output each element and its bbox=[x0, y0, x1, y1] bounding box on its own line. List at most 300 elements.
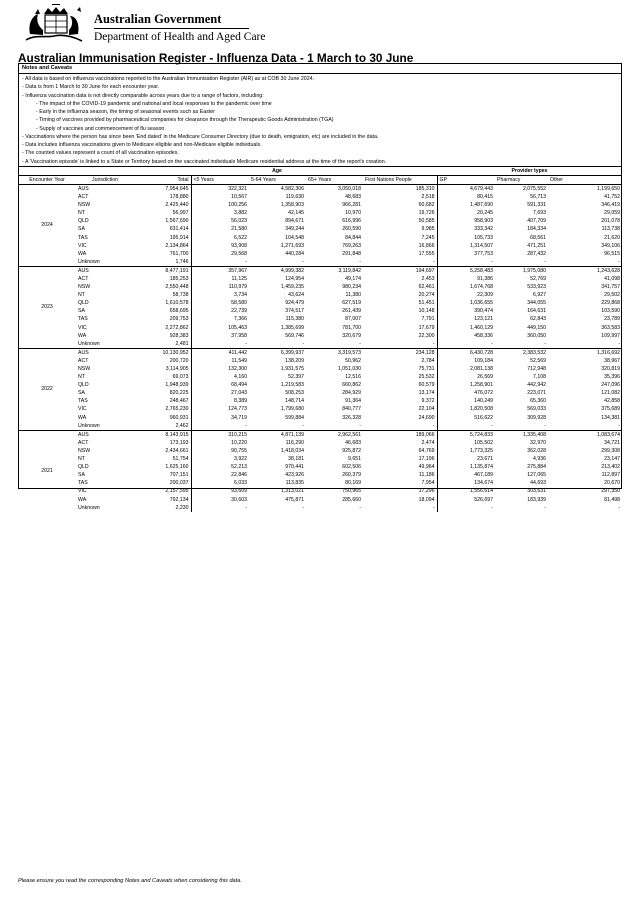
table-row bbox=[18, 504, 622, 512]
value-cell: - bbox=[191, 422, 249, 431]
value-cell: 124,954 bbox=[285, 275, 304, 282]
value-cell: 68,561 bbox=[530, 234, 547, 241]
value-cell: 925,872 bbox=[342, 447, 362, 454]
value-cell: 476,072 bbox=[437, 389, 495, 397]
value-cell: - bbox=[302, 504, 304, 511]
value-cell: 164,631 bbox=[527, 308, 547, 315]
value-cell: 442,942 bbox=[527, 382, 547, 389]
value-cell: 602,506 bbox=[342, 464, 362, 471]
value-cell: 377,753 bbox=[437, 250, 495, 258]
value-cell: 658,695 bbox=[169, 308, 189, 315]
table-row bbox=[18, 193, 622, 201]
value-cell: 820,225 bbox=[169, 390, 189, 397]
value-cell: 69,073 bbox=[172, 374, 189, 381]
value-cell: 261,439 bbox=[342, 308, 362, 315]
value-cell: 127,065 bbox=[527, 472, 547, 479]
value-cell: 173,193 bbox=[169, 439, 189, 446]
value-cell: 4,582,306 bbox=[280, 185, 304, 192]
value-cell: 58,738 bbox=[172, 292, 189, 299]
table-row bbox=[18, 365, 622, 373]
table-row bbox=[18, 307, 622, 315]
value-cell: 1,135,874 bbox=[437, 463, 495, 471]
value-cell: - bbox=[359, 258, 362, 265]
jurisdiction-cell: ACT bbox=[78, 357, 89, 364]
value-cell: - bbox=[359, 504, 362, 511]
value-cell: 81,498 bbox=[604, 496, 621, 503]
value-cell: 46,683 bbox=[345, 439, 362, 446]
value-cell: 12,516 bbox=[345, 374, 362, 381]
department-name: Department of Health and Aged Care bbox=[94, 31, 266, 43]
value-cell: 200,720 bbox=[169, 357, 189, 364]
value-cell: 112,897 bbox=[601, 472, 621, 479]
value-cell: 326,328 bbox=[342, 414, 362, 421]
value-cell: 928,383 bbox=[169, 332, 189, 339]
value-cell: 105,733 bbox=[437, 234, 495, 242]
value-cell: 29,502 bbox=[604, 292, 621, 299]
table-row bbox=[18, 266, 622, 275]
value-cell: - bbox=[191, 340, 249, 349]
note-line: - Vaccinations where the person has since been 'End dated' in the Medicare Consumer Directory (due to death, emigration, etc) are included in the data. bbox=[22, 133, 379, 140]
value-cell: 341,757 bbox=[601, 284, 621, 291]
table-row bbox=[18, 275, 622, 283]
footer-note: Please ensure you read the corresponding Notes and Caveats when considering this data. bbox=[18, 878, 242, 884]
column-header-jurisdiction: Jurisdiction bbox=[92, 176, 118, 183]
table-row bbox=[18, 315, 622, 323]
value-cell: 3,114,905 bbox=[165, 366, 189, 372]
value-cell: 2,434,661 bbox=[165, 447, 189, 454]
table-row bbox=[18, 463, 622, 471]
value-cell: 18,094 bbox=[418, 496, 435, 503]
column-header-first-nations: First Nations People bbox=[365, 176, 412, 183]
value-cell: 52,213 bbox=[191, 463, 249, 471]
government-header bbox=[18, 4, 318, 48]
value-cell: 84,844 bbox=[345, 234, 362, 241]
value-cell: 924,479 bbox=[285, 300, 304, 307]
column-header-age-65-plus: 65+ Years bbox=[308, 176, 332, 183]
value-cell: 27,043 bbox=[191, 389, 249, 397]
value-cell: 2,518 bbox=[421, 194, 435, 201]
jurisdiction-cell: NSW bbox=[78, 202, 91, 209]
value-cell: 1,335,408 bbox=[522, 431, 547, 438]
value-cell: 712,948 bbox=[527, 366, 547, 372]
value-cell: 201,078 bbox=[601, 218, 621, 225]
value-cell: 119,630 bbox=[285, 194, 304, 201]
value-cell: - bbox=[618, 340, 621, 347]
value-cell: 1,773,325 bbox=[437, 447, 495, 455]
value-cell: 26,569 bbox=[437, 373, 495, 381]
value-cell: 5,258,483 bbox=[437, 266, 495, 275]
value-cell: 2,474 bbox=[421, 439, 435, 446]
value-cell: 115,380 bbox=[285, 316, 304, 323]
value-cell: 2,075,552 bbox=[522, 185, 547, 192]
value-cell: 110,979 bbox=[191, 283, 249, 291]
value-cell: 533,923 bbox=[527, 284, 547, 291]
jurisdiction-cell: WA bbox=[78, 332, 87, 339]
value-cell: 6,927 bbox=[533, 292, 547, 299]
column-header-under-5: <5 Years bbox=[191, 175, 249, 184]
value-cell: 22,739 bbox=[191, 307, 249, 315]
jurisdiction-cell: SA bbox=[78, 308, 85, 315]
value-cell: 29,568 bbox=[191, 250, 249, 258]
note-line: - Timing of vaccines provided by pharmaceutical companies for clearance through the Therapeutic Goods Administration (TGA) bbox=[36, 117, 334, 124]
table-row bbox=[18, 496, 622, 504]
table-row bbox=[18, 397, 622, 405]
value-cell: 374,517 bbox=[285, 308, 304, 315]
value-cell: 3,050,018 bbox=[337, 185, 362, 192]
value-cell: 23,671 bbox=[437, 455, 495, 463]
value-cell: 134,674 bbox=[437, 479, 495, 487]
value-cell: 299,308 bbox=[601, 447, 621, 454]
value-cell: 49,174 bbox=[345, 275, 362, 282]
value-cell: 761,700 bbox=[169, 250, 189, 257]
value-cell: 1,948,939 bbox=[165, 382, 189, 389]
value-cell: 660,862 bbox=[342, 382, 362, 389]
value-cell: 183,939 bbox=[527, 496, 547, 503]
value-cell: 103,590 bbox=[601, 308, 621, 315]
value-cell: - bbox=[544, 504, 547, 511]
value-cell: - bbox=[302, 258, 304, 265]
table-row bbox=[18, 455, 622, 463]
value-cell: 322,321 bbox=[191, 184, 249, 193]
value-cell: 894,671 bbox=[285, 218, 304, 225]
value-cell: 333,342 bbox=[437, 225, 495, 233]
value-cell: 29,059 bbox=[604, 210, 621, 217]
jurisdiction-cell: VIC bbox=[78, 406, 87, 413]
value-cell: 6,033 bbox=[191, 479, 249, 487]
value-cell: 10,130,952 bbox=[162, 349, 189, 356]
value-cell: 375,689 bbox=[601, 406, 621, 413]
value-cell: - bbox=[432, 422, 435, 429]
value-cell: 22,309 bbox=[437, 291, 495, 299]
note-line: - Data is from 1 March to 30 June for each encounter year. bbox=[22, 84, 160, 91]
value-cell: 140,249 bbox=[437, 397, 495, 405]
note-line: - A 'Vaccination episode' is linked to a State or Territory based on the vaccinated individuals Medicare residential address at the time of the report's creation. bbox=[22, 158, 387, 165]
table-row bbox=[18, 414, 622, 422]
header-spacer bbox=[18, 166, 76, 175]
notes-heading: Notes and Caveats bbox=[19, 64, 621, 74]
value-cell: 3,119,842 bbox=[338, 267, 362, 274]
value-cell: - bbox=[191, 504, 249, 512]
value-cell: 360,050 bbox=[527, 332, 547, 339]
value-cell: 234,128 bbox=[415, 349, 435, 356]
value-cell: 1,487,690 bbox=[437, 201, 495, 209]
value-cell: 20,670 bbox=[604, 480, 621, 487]
value-cell: 56,997 bbox=[172, 210, 189, 217]
table-row bbox=[18, 381, 622, 389]
value-cell: 8,477,191 bbox=[165, 267, 189, 274]
value-cell: 320,679 bbox=[342, 332, 362, 339]
value-cell: 349,106 bbox=[601, 242, 621, 249]
notes-and-table-box bbox=[18, 63, 622, 511]
note-line: - Supply of vaccines and commencement of flu season. bbox=[36, 125, 166, 132]
jurisdiction-cell: Unknown bbox=[78, 504, 100, 511]
table-row bbox=[18, 447, 622, 455]
value-cell: 960,931 bbox=[169, 414, 189, 421]
value-cell: 458,336 bbox=[437, 332, 495, 340]
value-cell: 1,931,575 bbox=[280, 366, 304, 372]
value-cell: 4,871,139 bbox=[280, 431, 304, 438]
value-cell: 569,746 bbox=[285, 332, 304, 339]
encounter-year-cell: 2024 bbox=[41, 222, 53, 229]
jurisdiction-cell: VIC bbox=[78, 242, 87, 249]
value-cell: 750,965 bbox=[342, 488, 362, 495]
table-row bbox=[18, 299, 622, 307]
encounter-year-cell: 2023 bbox=[41, 304, 53, 311]
value-cell: 980,234 bbox=[342, 284, 362, 291]
value-cell: 8,143,915 bbox=[165, 431, 189, 438]
value-cell: 209,753 bbox=[169, 316, 189, 323]
value-cell: 1,820,508 bbox=[437, 405, 495, 413]
value-cell: 109,997 bbox=[601, 332, 621, 339]
jurisdiction-cell: Unknown bbox=[78, 258, 100, 265]
note-line: - Data includes influenza vaccinations given to Medicare eligible and non-Medicare eligible individuals. bbox=[22, 142, 262, 148]
value-cell: 30,603 bbox=[191, 496, 249, 504]
value-cell: 1,975,080 bbox=[522, 267, 547, 274]
table-row bbox=[18, 487, 622, 495]
table-row bbox=[18, 225, 622, 233]
value-cell: 229,868 bbox=[601, 300, 621, 307]
value-cell: 2,784 bbox=[421, 357, 435, 364]
value-cell: 10,148 bbox=[418, 308, 435, 315]
value-cell: 5,724,833 bbox=[437, 430, 495, 439]
value-cell: 17,555 bbox=[418, 250, 435, 257]
note-line: - The counted values represent a count of all vaccination episodes. bbox=[22, 150, 179, 157]
value-cell: 24,690 bbox=[418, 414, 435, 421]
value-cell: 1,799,680 bbox=[280, 406, 304, 413]
value-cell: 349,244 bbox=[285, 226, 304, 233]
jurisdiction-cell: SA bbox=[78, 390, 85, 397]
table-row bbox=[18, 209, 622, 217]
value-cell: 1,358,903 bbox=[280, 202, 304, 209]
value-cell: 958,903 bbox=[437, 217, 495, 225]
table-row bbox=[18, 324, 622, 332]
value-cell: 52,769 bbox=[530, 275, 547, 282]
value-cell: 62,461 bbox=[418, 284, 435, 291]
value-cell: 1,746 bbox=[175, 258, 189, 265]
value-cell: 1,567,690 bbox=[165, 218, 189, 225]
value-cell: 123,121 bbox=[437, 315, 495, 323]
value-cell: - bbox=[302, 422, 304, 429]
value-cell: 50,585 bbox=[418, 218, 435, 225]
value-cell: 121,082 bbox=[601, 390, 621, 397]
value-cell: 113,738 bbox=[601, 226, 621, 233]
table-row bbox=[18, 348, 622, 357]
value-cell: - bbox=[191, 258, 249, 267]
encounter-year-cell: 2021 bbox=[41, 468, 53, 475]
value-cell: 91,364 bbox=[345, 398, 362, 405]
jurisdiction-cell: NSW bbox=[78, 366, 91, 372]
value-cell: 109,184 bbox=[437, 357, 495, 365]
value-cell: 38,967 bbox=[604, 357, 621, 364]
table-row bbox=[18, 332, 622, 340]
table-row bbox=[18, 234, 622, 242]
value-cell: 970,441 bbox=[285, 464, 304, 471]
value-cell: 4,936 bbox=[533, 456, 547, 463]
value-cell: 6,430,728 bbox=[437, 348, 495, 357]
value-cell: 2,157,595 bbox=[165, 488, 189, 495]
value-cell: 9,372 bbox=[421, 398, 435, 405]
value-cell: 138,209 bbox=[285, 357, 304, 364]
jurisdiction-cell: QLD bbox=[78, 300, 89, 307]
column-header-total: Total bbox=[177, 176, 189, 183]
header-spacer bbox=[134, 166, 191, 175]
value-cell: 51,451 bbox=[418, 300, 435, 307]
note-line: - Early in the influenza season, the timing of seasonal events such as Easter bbox=[36, 109, 216, 115]
value-cell: 19,726 bbox=[418, 210, 435, 217]
value-cell: 247,096 bbox=[601, 382, 621, 389]
value-cell: 48,683 bbox=[345, 194, 362, 201]
value-cell: 2,425,440 bbox=[165, 202, 189, 209]
column-header-age-5-64: 5-64 Years bbox=[251, 176, 276, 183]
value-cell: 7,366 bbox=[191, 315, 249, 323]
value-cell: 275,884 bbox=[527, 464, 547, 471]
value-cell: 7,108 bbox=[533, 374, 547, 381]
value-cell: 11,380 bbox=[345, 292, 362, 299]
value-cell: 185,253 bbox=[169, 275, 189, 282]
value-cell: 64,769 bbox=[418, 447, 435, 454]
value-cell: 631,414 bbox=[169, 226, 189, 233]
value-cell: 569,033 bbox=[527, 406, 547, 413]
value-cell: 41,098 bbox=[604, 275, 621, 282]
value-cell: 20,274 bbox=[418, 292, 435, 299]
value-cell: - bbox=[437, 422, 495, 431]
note-line: - The impact of the COVID-19 pandemic and national and local responses to the pandemic over time bbox=[36, 100, 272, 107]
value-cell: 1,314,507 bbox=[437, 242, 495, 250]
value-cell: 4,160 bbox=[191, 373, 249, 381]
value-cell: - bbox=[437, 504, 495, 512]
jurisdiction-cell: TAS bbox=[78, 316, 88, 323]
value-cell: 17,196 bbox=[418, 456, 435, 463]
value-cell: 2,272,862 bbox=[165, 324, 189, 331]
value-cell: 1,258,901 bbox=[437, 381, 495, 389]
value-cell: - bbox=[437, 258, 495, 267]
table-row bbox=[18, 340, 622, 349]
value-cell: 42,858 bbox=[604, 398, 621, 405]
value-cell: - bbox=[618, 504, 621, 511]
value-cell: 90,755 bbox=[191, 447, 249, 455]
value-cell: 966,281 bbox=[342, 202, 362, 209]
value-cell: 449,150 bbox=[527, 324, 547, 331]
table-row bbox=[18, 258, 622, 267]
value-cell: 60,682 bbox=[418, 202, 435, 209]
value-cell: 93,908 bbox=[191, 242, 249, 250]
value-cell: 37,958 bbox=[191, 332, 249, 340]
table-row bbox=[18, 373, 622, 381]
value-cell: 91,386 bbox=[437, 275, 495, 283]
value-cell: 49,964 bbox=[418, 464, 435, 471]
value-cell: - bbox=[544, 422, 547, 429]
value-cell: 284,929 bbox=[342, 390, 362, 397]
value-cell: 10,220 bbox=[191, 439, 249, 447]
table-row bbox=[18, 217, 622, 225]
value-cell: - bbox=[618, 422, 621, 429]
value-cell: 178,880 bbox=[169, 194, 189, 201]
value-cell: 508,253 bbox=[285, 390, 304, 397]
value-cell: 3,922 bbox=[191, 455, 249, 463]
value-cell: 1,625,160 bbox=[165, 464, 189, 471]
value-cell: 6,399,937 bbox=[280, 349, 304, 356]
value-cell: 320,819 bbox=[601, 366, 621, 372]
header-spacer bbox=[76, 166, 134, 175]
value-cell: 38,181 bbox=[288, 456, 304, 463]
value-cell: 357,967 bbox=[191, 266, 249, 275]
value-cell: 2,481 bbox=[175, 340, 189, 347]
jurisdiction-cell: NT bbox=[78, 374, 85, 381]
value-cell: 21,580 bbox=[191, 225, 249, 233]
value-cell: 840,777 bbox=[342, 406, 362, 413]
note-line: - All data is based on influenza vaccinations reported to the Australian Immunisation Register (AIR) as at COB 30 June 2024. bbox=[22, 76, 315, 82]
table-row bbox=[18, 471, 622, 479]
value-cell: - bbox=[437, 340, 495, 349]
value-cell: 51,754 bbox=[172, 456, 189, 463]
value-cell: 3,734 bbox=[191, 291, 249, 299]
value-cell: 7,954 bbox=[421, 480, 435, 487]
jurisdiction-cell: ACT bbox=[78, 275, 89, 282]
value-cell: 627,519 bbox=[342, 300, 362, 307]
column-header-gp: GP bbox=[437, 175, 495, 184]
value-cell: 223,071 bbox=[527, 390, 547, 397]
jurisdiction-cell: VIC bbox=[78, 324, 87, 331]
value-cell: 42,145 bbox=[288, 210, 304, 217]
value-cell: 4,999,382 bbox=[280, 267, 304, 274]
value-cell: 3,882 bbox=[191, 209, 249, 217]
value-cell: 52,397 bbox=[288, 374, 304, 381]
value-cell: 65,360 bbox=[530, 398, 547, 405]
value-cell: 213,402 bbox=[601, 464, 621, 471]
jurisdiction-cell: WA bbox=[78, 414, 87, 421]
note-line: - Influenza vaccination data is not directly comparable across years due to a range of factors, including: bbox=[22, 92, 264, 99]
value-cell: 35,396 bbox=[604, 374, 621, 381]
value-cell: 11,549 bbox=[191, 357, 249, 365]
value-cell: 285,660 bbox=[342, 496, 362, 503]
encounter-year-cell: 2022 bbox=[41, 386, 53, 393]
value-cell: 105,502 bbox=[437, 439, 495, 447]
value-cell: 104,548 bbox=[285, 234, 304, 241]
value-cell: 75,731 bbox=[418, 366, 435, 372]
value-cell: 80,169 bbox=[345, 480, 362, 487]
value-cell: 194,697 bbox=[415, 267, 435, 274]
value-cell: 44,693 bbox=[530, 480, 547, 487]
table-row bbox=[18, 283, 622, 291]
value-cell: - bbox=[544, 258, 547, 265]
value-cell: 471,251 bbox=[527, 242, 547, 249]
table-row bbox=[18, 201, 622, 209]
value-cell: 2,765,230 bbox=[165, 406, 189, 413]
value-cell: 68,494 bbox=[191, 381, 249, 389]
value-cell: 132,300 bbox=[191, 365, 249, 373]
value-cell: 411,442 bbox=[191, 348, 249, 357]
value-cell: 2,453 bbox=[421, 275, 435, 282]
jurisdiction-cell: VIC bbox=[78, 488, 87, 495]
value-cell: 195,914 bbox=[169, 234, 189, 241]
value-cell: - bbox=[432, 340, 435, 347]
table-row bbox=[18, 250, 622, 258]
value-cell: - bbox=[432, 258, 435, 265]
value-cell: 105,463 bbox=[191, 324, 249, 332]
government-name: Australian Government bbox=[94, 12, 222, 26]
influenza-data-table bbox=[18, 166, 622, 512]
value-cell: 22,846 bbox=[191, 471, 249, 479]
value-cell: 148,714 bbox=[285, 398, 304, 405]
table-row bbox=[18, 291, 622, 299]
value-cell: 124,773 bbox=[191, 405, 249, 413]
value-cell: 516,622 bbox=[437, 414, 495, 422]
value-cell: 189,066 bbox=[415, 431, 435, 438]
table-row bbox=[18, 439, 622, 447]
value-cell: 2,081,138 bbox=[437, 365, 495, 373]
value-cell: 1,316,692 bbox=[596, 349, 621, 356]
value-cell: 1,271,693 bbox=[280, 242, 304, 249]
